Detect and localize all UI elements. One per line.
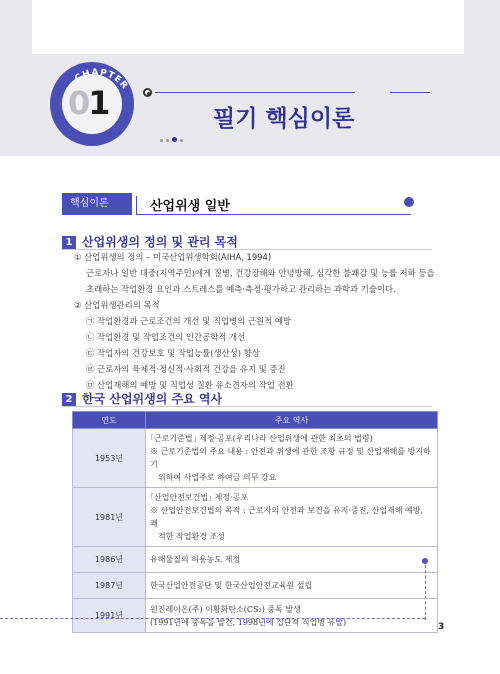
core-theory-tick (136, 196, 137, 214)
core-theory-number: 01 (76, 218, 96, 234)
event-line: ※ 근로기준법의 주요 내용 : 안전과 위생에 관한 조항 규정 및 산업재해를 방지하기 (150, 447, 431, 469)
table-header-event: 주요 역사 (146, 412, 438, 429)
core-theory-end-dot (404, 197, 414, 207)
event-line: 원진레이온(주) 이황화탄소(CS₂) 중독 발생 (150, 604, 301, 614)
definition-heading: ① 산업위생의 정의 – 미국산업위생학회(AIHA, 1994) (74, 252, 272, 262)
target-dot-icon (143, 88, 152, 97)
chapter-number-zero: 0 (68, 84, 89, 122)
event-line: (1991년에 중독을 발견, 1998년에 집단적 직업병 유발) (150, 617, 347, 627)
event-line: 위하여 사업주로 하여금 의무 강요 (158, 473, 277, 482)
section2-title: 한국 산업위생의 주요 역사 (82, 392, 223, 406)
event-line: 유해물질의 허용농도 제정 (150, 555, 241, 564)
core-theory-rule (136, 214, 411, 215)
goal-item: ㉠ 작업환경과 근로조건의 개선 및 직업병의 근원적 예방 (86, 316, 291, 326)
goal-item: ㉤ 산업재해의 예방 및 직업성 질환 유소견자의 작업 전환 (86, 380, 294, 390)
table-cell-year: 1981년 (73, 488, 146, 547)
table-header-row (73, 412, 438, 429)
table-row (73, 599, 438, 633)
goal-item: ㉡ 작업환경 및 작업조건의 인간공학적 개선 (86, 332, 246, 342)
history-table (72, 411, 438, 633)
table-row (73, 547, 438, 573)
goal-item: ㉢ 작업자의 건강보호 및 작업능률(생산성) 향상 (86, 348, 260, 358)
section1-title: 산업위생의 정의 및 관리 목적 (82, 235, 238, 249)
table-row (73, 488, 438, 547)
section1-heading (62, 233, 238, 250)
page-number: 3 (438, 622, 445, 632)
event-line: ※ 산업안전보건법의 목적 : 근로자의 안전과 보건을 유지·증진, 산업재해 예방, 쾌 (150, 506, 424, 528)
section2-number: 2 (62, 393, 76, 407)
title-rule-right (390, 92, 430, 93)
table-cell-event (146, 599, 438, 633)
event-line: 적한 작업환경 조성 (158, 532, 225, 541)
table-cell-event (146, 573, 438, 599)
bottom-dashed-rule (0, 618, 425, 619)
table-cell-year: 1986년 (73, 547, 146, 573)
table-cell-event (146, 488, 438, 547)
table-cell-year: 1953년 (73, 429, 146, 488)
table-row (73, 429, 438, 488)
event-line: ｢근로기준법｣ 제정·공포(우리나라 산업위생에 관한 최초의 법령) (150, 434, 373, 443)
decorative-dots (160, 127, 186, 146)
section2-rule (62, 406, 432, 407)
event-line: ｢산업안전보건법｣ 제정·공포 (150, 493, 249, 502)
table-header-year: 연도 (73, 412, 146, 429)
section2-heading (62, 390, 222, 407)
definition-body-line1: 근로자나 일반 대중(지역주민)에게 질병, 건강장해와 안녕방해, 심각한 불쾌감 및 능률 저하 등을 (86, 268, 435, 278)
table-cell-event (146, 547, 438, 573)
definition-body-line2: 초래하는 작업환경 요인과 스트레스를 예측·측정·평가하고 관리하는 과학과 기술이다. (86, 284, 396, 294)
table-cell-year: 1991년 (73, 599, 146, 633)
table-cell-year: 1987년 (73, 573, 146, 599)
chapter-number-one: 1 (88, 84, 109, 122)
core-theory-label (62, 193, 132, 234)
table-cell-event (146, 429, 438, 488)
event-line: 한국산업안전공단 및 한국산업안전교육원 설립 (150, 581, 313, 590)
goal-item: ㉣ 근로자의 육체적·정신적·사회적 건강을 유지 및 증진 (86, 364, 286, 374)
chapter-number (68, 84, 109, 122)
side-dashed-rule (415, 560, 426, 620)
title-rule-left (155, 92, 355, 93)
header-white-panel (32, 0, 464, 54)
chapter-title: 필기 핵심이론 (213, 106, 355, 132)
purpose-heading: ② 산업위생관리의 목적 (74, 300, 160, 310)
section1-number: 1 (62, 236, 76, 250)
table-row (73, 573, 438, 599)
core-theory-label-text: 핵심이론 (70, 198, 109, 209)
core-theory-title: 산업위생 일반 (150, 199, 230, 214)
chapter-word: CHAPTER (73, 67, 130, 92)
